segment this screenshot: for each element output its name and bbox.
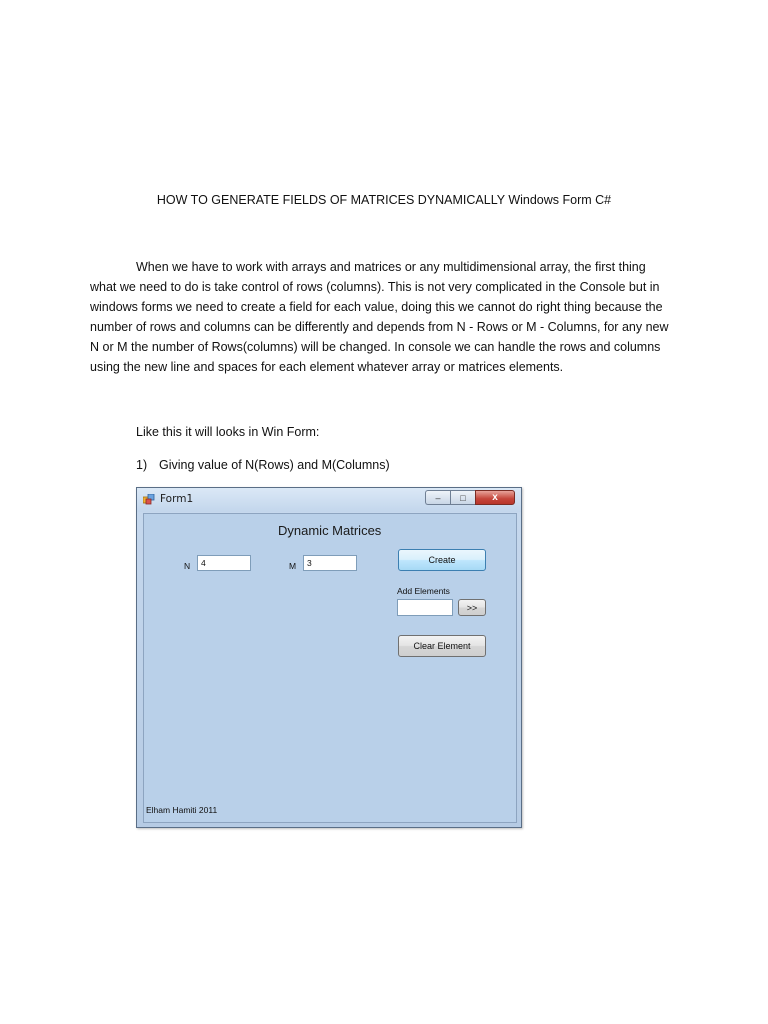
paragraph-line: When we have to work with arrays and matrices or any multidimensional array, the first thing <box>136 260 646 274</box>
window-title: Form1 <box>160 493 194 505</box>
form-client-area <box>143 513 517 823</box>
form-intro-text: Like this it will looks in Win Form: <box>136 425 320 439</box>
paragraph-line: what we need to do is take control of rows (columns). This is not very complicated in the Console but in <box>90 280 660 294</box>
paragraph-line: N or M the number of Rows(columns) will be changed. In console we can handle the rows and columns <box>90 340 661 354</box>
paragraph-line: using the new line and spaces for each element whatever array or matrices elements. <box>90 360 564 374</box>
n-input[interactable]: 4 <box>197 555 251 571</box>
maximize-button[interactable]: □ <box>450 490 475 505</box>
create-button[interactable]: Create <box>398 549 486 571</box>
n-label: N <box>184 561 191 571</box>
form-app-icon <box>143 494 155 505</box>
intro-paragraph <box>90 257 669 377</box>
window-titlebar <box>137 488 521 512</box>
document-title: HOW TO GENERATE FIELDS OF MATRICES DYNAMICALLY Windows Form C# <box>156 193 612 207</box>
m-label: M <box>289 561 297 571</box>
step-text: Giving value of N(Rows) and M(Columns) <box>159 458 390 472</box>
step-item <box>136 457 390 473</box>
add-next-button[interactable]: >> <box>458 599 486 616</box>
add-elements-label: Add Elements <box>397 586 450 596</box>
step-number: 1) <box>136 458 148 472</box>
paragraph-line: number of rows and columns can be differently and depends from N - Rows or M - Columns, for any new <box>90 320 669 334</box>
clear-element-button[interactable]: Clear Element <box>398 635 486 657</box>
form-heading: Dynamic Matrices <box>278 523 382 538</box>
minimize-button[interactable]: – <box>425 490 450 505</box>
m-input[interactable]: 3 <box>303 555 357 571</box>
author-label: Elham Hamiti 2011 <box>146 805 218 815</box>
window-controls <box>425 490 515 506</box>
close-button[interactable]: x <box>475 490 515 505</box>
paragraph-line: windows forms we need to create a field for each value, doing this we cannot do right thing because the <box>90 300 663 314</box>
add-elements-input[interactable] <box>397 599 453 616</box>
form-window-screenshot <box>136 487 522 828</box>
